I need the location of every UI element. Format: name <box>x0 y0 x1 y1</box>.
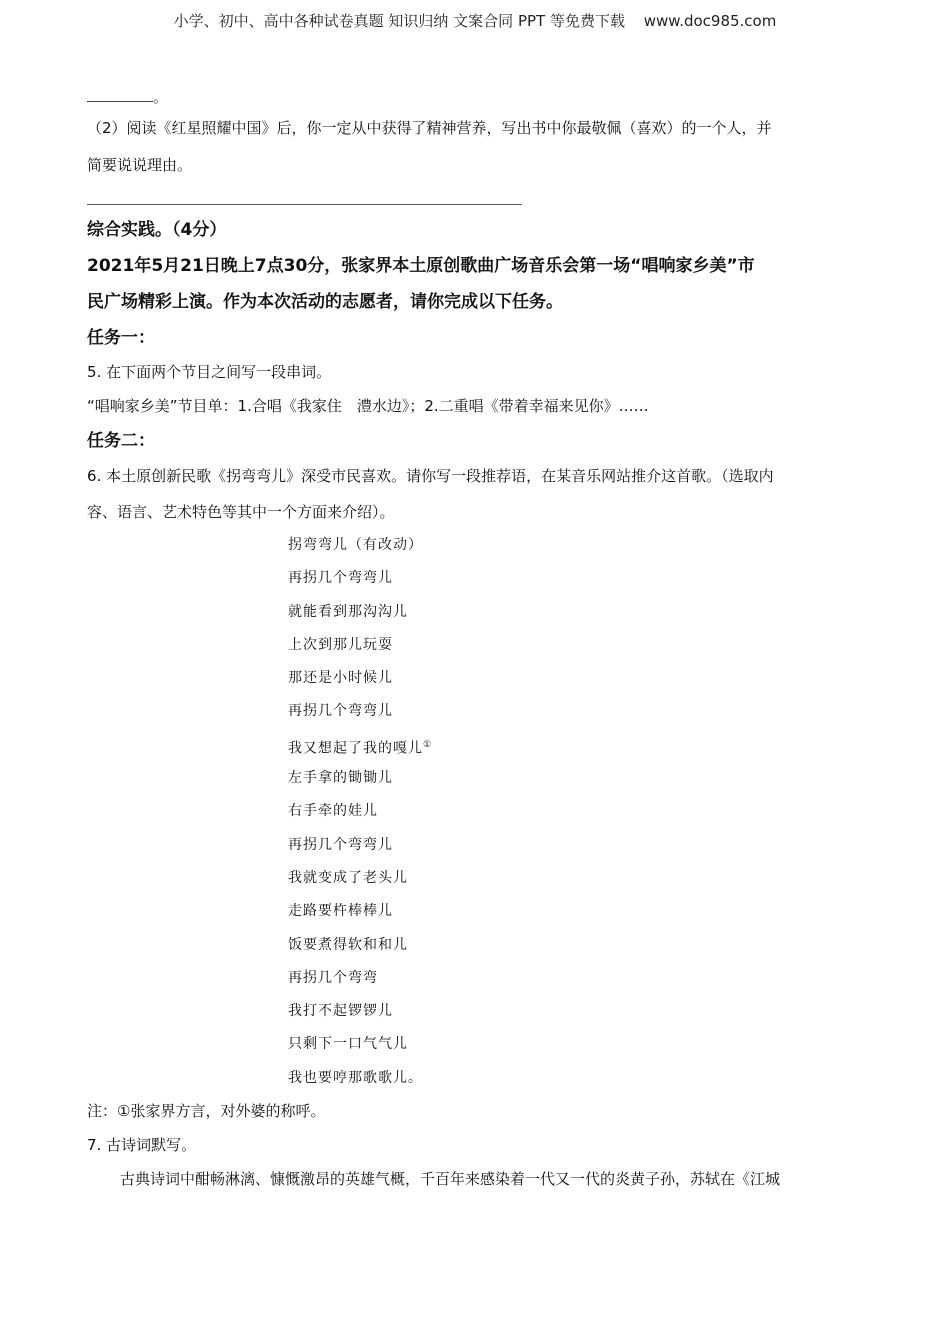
poem-line: 我就变成了老头儿 <box>288 869 408 886</box>
poem-line: 那还是小时候儿 <box>288 670 393 687</box>
section-title: 综合实践。（4分） <box>87 220 227 240</box>
footnote: 注：①张家界方言，对外婆的称呼。 <box>87 1102 326 1120</box>
q2-answer-line <box>87 204 522 205</box>
q7-title: 7. 古诗词默写。 <box>87 1136 197 1154</box>
poem-line: 饭要煮得软和和儿 <box>288 936 408 953</box>
poem-line: 再拐几个弯弯 <box>288 969 378 986</box>
section-intro-line2: 民广场精彩上演。作为本次活动的志愿者，请你完成以下任务。 <box>87 292 563 312</box>
poem-line: 我又想起了我的嘎儿 <box>288 740 423 757</box>
poem-line: 左手拿的锄锄儿 <box>288 770 393 787</box>
q6-line2: 容、语言、艺术特色等其中一个方面来介绍）。 <box>87 503 395 521</box>
q2-line1: （2）阅读《红星照耀中国》后，你一定从中获得了精神营养，写出书中你最敬佩（喜欢）的一个人，并 <box>87 119 772 137</box>
q5-text: 5. 在下面两个节目之间写一段串词。 <box>87 363 332 381</box>
poem-line: 再拐几个弯弯儿 <box>288 570 393 587</box>
poem-line: 再拐几个弯弯儿 <box>288 703 393 720</box>
q1-end-mark: 。 <box>153 88 169 106</box>
q6-line1: 6. 本土原创新民歌《拐弯弯儿》深受市民喜欢。请你写一段推荐语，在某音乐网站推介这首歌。（选取内 <box>87 467 774 485</box>
q2-line2: 简要说说理由。 <box>87 156 193 174</box>
answer-blank-line <box>87 87 153 102</box>
poem-line: 走路要杵棒棒儿 <box>288 903 393 920</box>
poem-line: 再拐几个弯弯儿 <box>288 836 393 853</box>
task2-heading: 任务二： <box>87 431 155 451</box>
header-text: 小学、初中、高中各种试卷真题 知识归纳 文案合同 PPT 等免费下载 <box>173 12 625 30</box>
poem-line: 只剩下一口气气儿 <box>288 1036 408 1053</box>
program-list: “唱响家乡美”节目单：1.合唱《我家住 澧水边》；2.二重唱《带着幸福来见你》…… <box>87 397 649 415</box>
poem-line-with-note <box>288 733 432 766</box>
poem-line: 我打不起锣锣儿 <box>288 1003 393 1020</box>
page-header <box>0 10 950 31</box>
poem-line: 拐弯弯儿（有改动） <box>288 537 423 553</box>
footnote-mark: ① <box>423 739 433 750</box>
poem-line: 我也要哼那歌歌儿。 <box>288 1069 423 1086</box>
task1-heading: 任务一： <box>87 328 155 348</box>
q7-text: 古典诗词中酣畅淋漓、慷慨激昂的英雄气概，千百年来感染着一代又一代的炎黄子孙，苏轼在《江城 <box>120 1170 781 1188</box>
poem-line: 就能看到那沟沟儿 <box>288 603 408 620</box>
header-url[interactable]: www.doc985.com <box>643 12 777 30</box>
section-intro-line1: 2021年5月21日晚上7点30分，张家界本土原创歌曲广场音乐会第一场“唱响家乡美”市 <box>87 256 755 276</box>
poem-line: 右手牵的娃儿 <box>288 803 378 820</box>
q1-answer-blank <box>87 86 168 107</box>
poem-line: 上次到那儿玩耍 <box>288 636 393 653</box>
poem <box>288 533 432 1099</box>
